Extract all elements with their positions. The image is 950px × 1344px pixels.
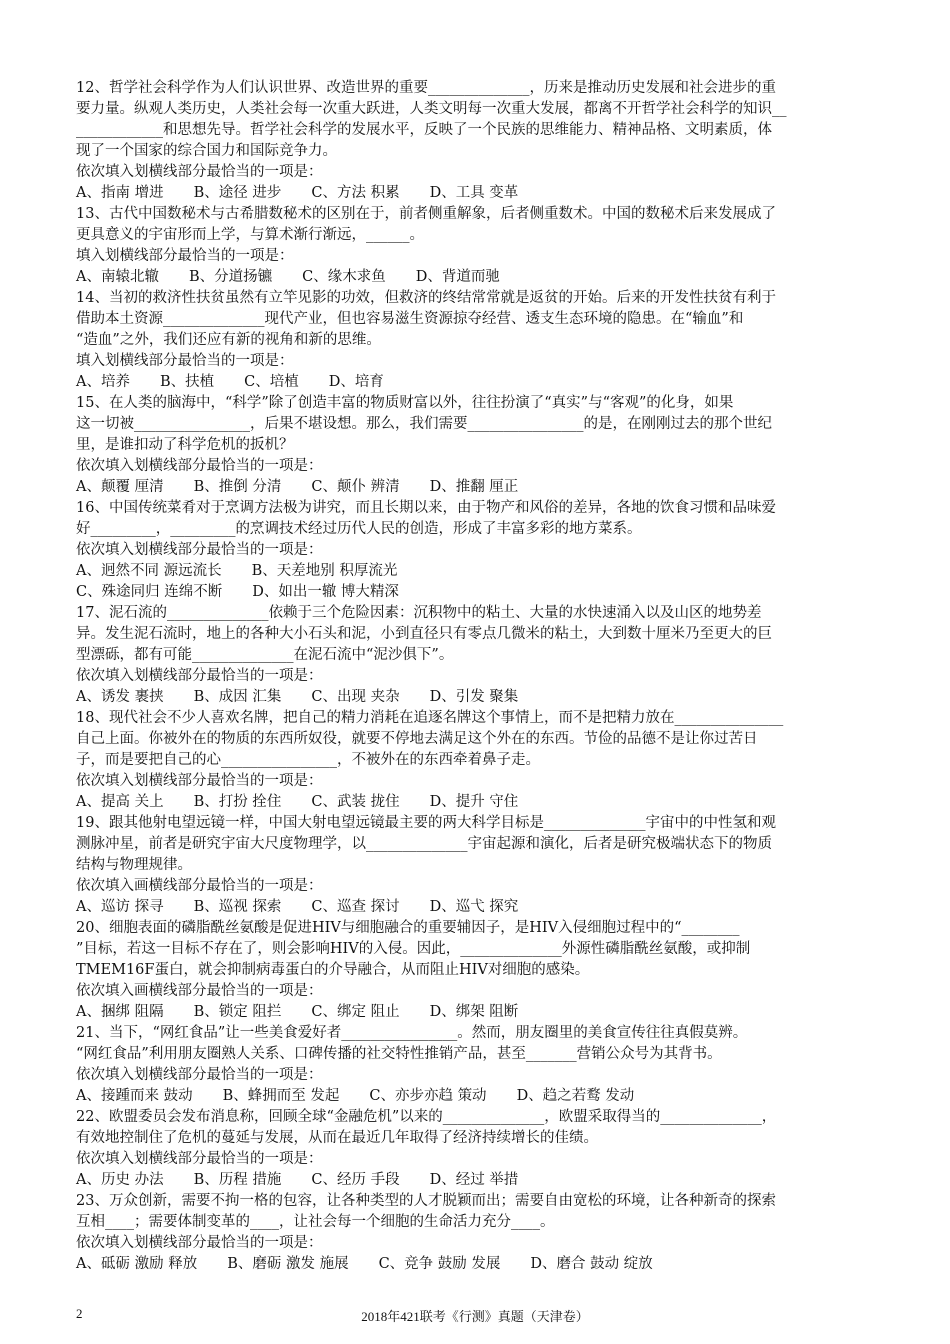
question-text-line: 子，而是要把自己的心________________，不被外在的东西牵着鼻子走。 [76,752,540,768]
answer-option: C、方法 积累 [311,185,400,201]
answer-option: C、出现 夹杂 [311,689,400,705]
answer-option: B、扶植 [159,374,215,390]
answer-option: A、培养 [76,374,130,390]
question-text-line: TMEM16F蛋白，就会抑制病毒蛋白的介导融合，从而阻止HIV对细胞的感染。 [76,962,590,978]
question-item [76,78,890,204]
question-text-line: 12、哲学社会科学作为人们认识世界、改造世界的重要______________，历来是推动历史发展和社会进步的重 [76,80,776,96]
answer-option: D、提升 守住 [429,794,519,810]
question-prompt: 填入划横线部分最恰当的一项是： [76,353,294,369]
answer-option: D、磨合 鼓动 绽放 [530,1256,653,1272]
question-text-line: 21、当下，“网红食品”让一些美食爱好者________________。然而，朋友圈里的美食宣传往往真假莫辨。 [76,1025,748,1041]
option-row [76,897,890,918]
answer-option: D、引发 聚集 [429,689,519,705]
question-item [76,708,890,813]
question-text-line: 20、细胞表面的磷脂酰丝氨酸是促进HIV与细胞融合的重要辅因子，是HIV入侵细胞过程中的“________ [76,920,740,936]
question-item [76,813,890,918]
answer-option: A、接踵而来 鼓动 [76,1088,193,1104]
question-text-line: 互相____；需要体制变革的____，让社会每一个细胞的生命活力充分____。 [76,1214,555,1230]
question-text-line: 要力量。纵观人类历史，人类社会每一次重大跃进，人类文明每一次重大发展，都离不开哲学社会科学的知识__ [76,101,787,117]
answer-option: A、巡访 探寻 [76,899,164,915]
answer-option: B、分道扬镳 [188,269,273,285]
answer-option: A、迥然不同 源远流长 [76,563,222,579]
option-row [76,1254,890,1275]
answer-option: C、经历 手段 [311,1172,400,1188]
question-prompt: 依次填入划横线部分最恰当的一项是： [76,1235,323,1251]
answer-option: D、巡弋 探究 [429,899,519,915]
answer-option: A、南辕北辙 [76,269,159,285]
question-prompt: 依次填入划横线部分最恰当的一项是： [76,458,323,474]
question-item [76,918,890,1023]
question-text-line: 现了一个国家的综合国力和国际竞争力。 [76,143,337,159]
answer-option: A、捆绑 阻隔 [76,1004,164,1020]
answer-option: C、培植 [244,374,299,390]
question-item [76,498,890,603]
question-text-line: ”目标，若这一目标不存在了，则会影响HIV的入侵。因此，______________外源性磷脂酰丝氨酸，或抑制 [76,941,751,957]
question-text-line: 18、现代社会不少人喜欢名牌，把自己的精力消耗在追逐名牌这个事情上，而不是把精力放在_______________ [76,710,784,726]
answer-option: A、指南 增进 [76,185,164,201]
question-text-line: 16、中国传统菜肴对于烹调方法极为讲究，而且长期以来，由于物产和风俗的差异，各地的饮食习惯和品味爱 [76,500,776,516]
question-text-line: 好_________，_________的烹调技术经过历代人民的创造，形成了丰富多彩的地方菜系。 [76,521,642,537]
question-text-line: 17、泥石流的______________依赖于三个危险因素：沉积物中的粘土、大量的水快速涌入以及山区的地势差 [76,605,762,621]
option-row [76,477,890,498]
question-text-line: 里，是谁扣动了科学危机的扳机？ [76,437,294,453]
option-row [76,687,890,708]
answer-option: B、推倒 分清 [193,479,282,495]
answer-option: D、培育 [328,374,384,390]
option-row [76,183,890,204]
answer-option: A、颠覆 厘清 [76,479,164,495]
question-text-line: 15、在人类的脑海中，“科学”除了创造丰富的物质财富以外，往往扮演了“真实”与“客观”的化身，如果 [76,395,734,411]
question-prompt: 依次填入划横线部分最恰当的一项是： [76,542,323,558]
answer-option: D、背道而驰 [415,269,500,285]
question-prompt: 依次填入划横线部分最恰当的一项是： [76,1067,323,1083]
answer-option: D、经过 举措 [429,1172,519,1188]
option-row [76,561,890,582]
question-item [76,1107,890,1191]
question-prompt: 依次填入划横线部分最恰当的一项是： [76,164,323,180]
answer-option: D、推翻 厘正 [429,479,519,495]
question-text-line: 型漂砾，都有可能______________在泥石流中“泥沙俱下”。 [76,647,454,663]
question-list [76,78,890,1275]
answer-option: B、历程 措施 [193,1172,282,1188]
question-text-line: 自己上面。你被外在的物质的东西所奴役，就要不停地去满足这个外在的东西。节俭的品德不是让你过苦日 [76,731,758,747]
answer-option: C、亦步亦趋 策动 [369,1088,487,1104]
option-row [76,792,890,813]
question-text-line: 这一切被________________，后果不堪设想。那么，我们需要________________的是，在刚刚过去的那个世纪 [76,416,772,432]
answer-option: C、巡查 探讨 [311,899,400,915]
answer-option: D、趋之若鹜 发动 [516,1088,635,1104]
question-prompt: 依次填入画横线部分最恰当的一项是： [76,878,323,894]
question-prompt: 依次填入划横线部分最恰当的一项是： [76,1151,323,1167]
answer-option: B、成因 汇集 [193,689,282,705]
answer-option: C、殊途同归 连绵不断 [76,584,223,600]
answer-option: C、颠仆 辨清 [311,479,400,495]
answer-option: C、绑定 阻止 [311,1004,400,1020]
page-number: 2 [76,1306,83,1321]
answer-option: C、缘木求鱼 [302,269,386,285]
question-text-line: 有效地控制住了危机的蔓延与发展，从而在最近几年取得了经济持续增长的佳绩。 [76,1130,598,1146]
option-row [76,1002,890,1023]
footer-title: 2018年421联考《行测》真题（天津卷） [361,1309,589,1324]
answer-option: C、竞争 鼓励 发展 [378,1256,501,1272]
question-text-line: 结构与物理规律。 [76,857,192,873]
option-row [76,1170,890,1191]
question-prompt: 依次填入画横线部分最恰当的一项是： [76,983,323,999]
question-text-line: 借助本土资源______________现代产业，但也容易滋生资源掠夺经营、透支生态环境的隐患。在“输血”和 [76,311,744,327]
answer-option: B、锁定 阻拦 [193,1004,282,1020]
answer-option: B、途径 进步 [193,185,282,201]
answer-option: D、如出一辙 博大精深 [252,584,399,600]
option-row [76,582,890,603]
answer-option: A、诱发 裹挟 [76,689,164,705]
question-text-line: 13、古代中国数秘术与古希腊数秘术的区别在于，前者侧重解象，后者侧重数术。中国的数秘术后来发展成了 [76,206,776,222]
question-prompt: 依次填入划横线部分最恰当的一项是： [76,773,323,789]
question-text-line: 22、欧盟委员会发布消息称，回顾全球“金融危机”以来的______________，欧盟采取得当的______________， [76,1109,777,1125]
page-footer [0,1306,950,1326]
question-item [76,393,890,498]
question-text-line: ____________和思想先导。哲学社会科学的发展水平，反映了一个民族的思维能力、精神品格、文明素质，体 [76,122,772,138]
answer-option: A、砥砺 激励 释放 [76,1256,198,1272]
answer-option: B、磨砺 激发 施展 [227,1256,349,1272]
question-item [76,288,890,393]
question-text-line: 19、跟其他射电望远镜一样，中国大射电望远镜最主要的两大科学目标是______________宇宙中的中性氢和观 [76,815,776,831]
question-item [76,1191,890,1275]
answer-option: D、绑架 阻断 [429,1004,519,1020]
answer-option: A、提高 关上 [76,794,164,810]
option-row [76,267,890,288]
question-text-line: “造血”之外，我们还应有新的视角和新的思维。 [76,332,381,348]
answer-option: B、巡视 探索 [193,899,282,915]
question-text-line: 更具意义的宇宙形而上学，与算术渐行渐远，______。 [76,227,424,243]
question-item [76,1023,890,1107]
question-item [76,204,890,288]
question-text-line: “网红食品”利用朋友圈熟人关系、口碑传播的社交特性推销产品，甚至_______营销公众号为其背书。 [76,1046,722,1062]
question-prompt: 填入划横线部分最恰当的一项是： [76,248,294,264]
answer-option: A、历史 办法 [76,1172,164,1188]
option-row [76,1086,890,1107]
answer-option: B、打扮 拴住 [193,794,282,810]
question-prompt: 依次填入划横线部分最恰当的一项是： [76,668,323,684]
question-item [76,603,890,708]
answer-option: C、武装 拢住 [311,794,400,810]
question-text-line: 23、万众创新，需要不拘一格的包容，让各种类型的人才脱颖而出；需要自由宽松的环境，让各种新奇的探索 [76,1193,776,1209]
answer-option: B、天差地别 积厚流光 [251,563,398,579]
question-text-line: 异。发生泥石流时，地上的各种大小石头和泥，小到直径只有零点几微米的粘土，大到数十厘米乃至更大的巨 [76,626,772,642]
answer-option: B、蜂拥而至 发起 [222,1088,340,1104]
question-text-line: 测脉冲星，前者是研究宇宙大尺度物理学，以______________宇宙起源和演化，后者是研究极端状态下的物质 [76,836,772,852]
option-row [76,372,890,393]
answer-option: D、工具 变革 [429,185,519,201]
question-text-line: 14、当初的救济性扶贫虽然有立竿见影的功效，但救济的终结常常就是返贫的开始。后来的开发性扶贫有利于 [76,290,776,306]
